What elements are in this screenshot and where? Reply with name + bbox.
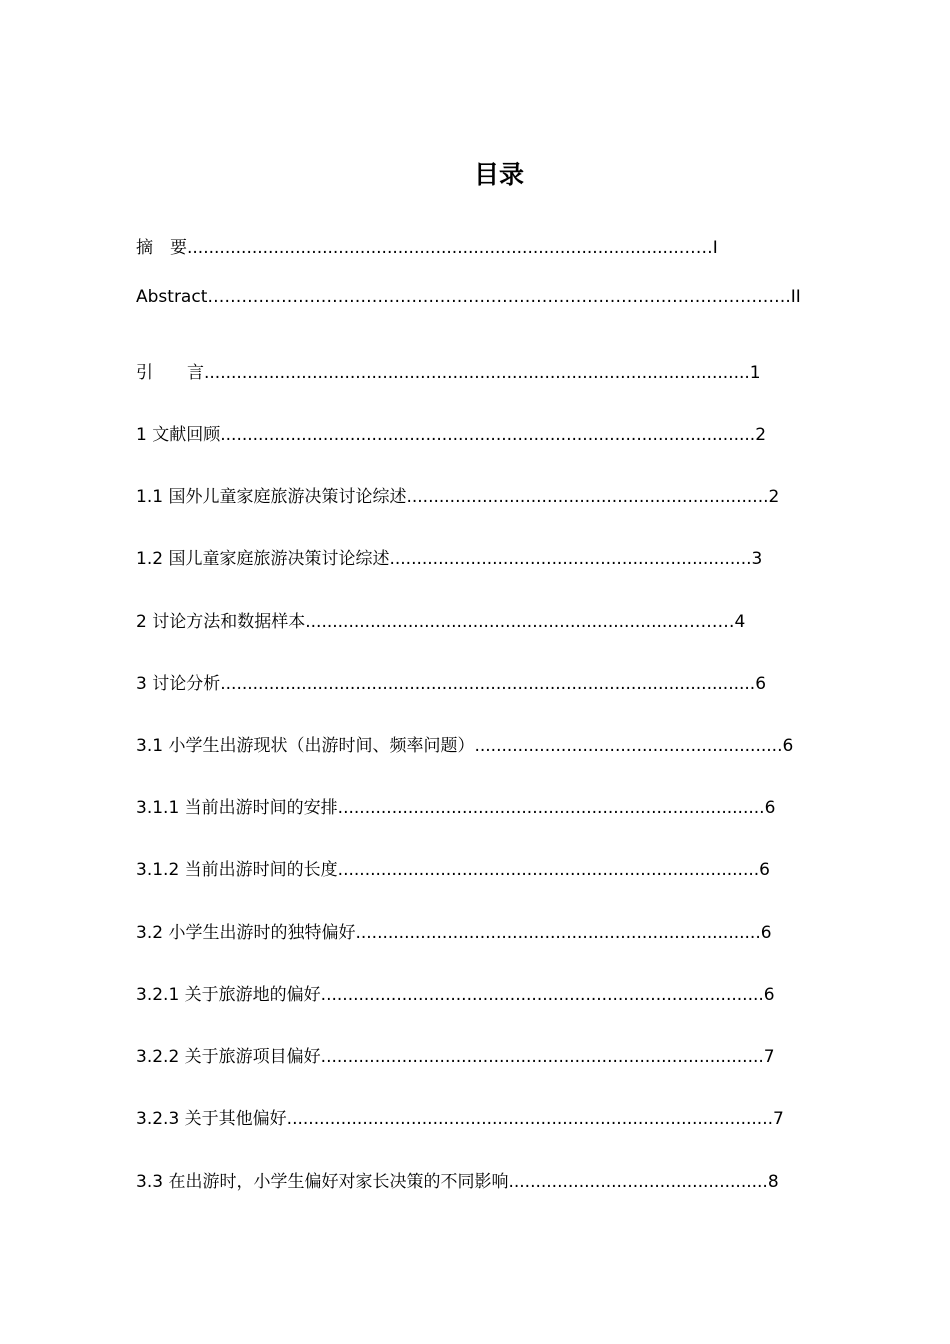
toc-page-number: 7: [773, 1109, 784, 1129]
toc-leader-dots: ...........................................................................................……: [187, 238, 713, 258]
toc-leader-dots: ...................................................................: [406, 487, 769, 507]
toc-page-number: 1: [749, 363, 761, 383]
toc-entry-abstract-en[interactable]: [136, 284, 836, 310]
toc-leader-dots: ......................................................................………: [305, 612, 735, 632]
toc-leader-dots: ..........................................................................................: [286, 1109, 774, 1129]
toc-leader-dots: ..................................................................................: [320, 985, 764, 1005]
toc-leader-dots: ...................................................................................................: [220, 425, 756, 445]
toc-leader-dots: .....................................................................................................: [204, 363, 750, 383]
toc-page-number: 6: [763, 985, 775, 1005]
toc-leader-dots: .........................................................: [474, 736, 783, 756]
toc-entry-1-1[interactable]: [136, 484, 779, 510]
toc-entry-text: 引 言: [136, 363, 204, 383]
toc-leader-dots: ..................................................................................: [320, 1047, 764, 1067]
toc-entry-1-2[interactable]: [136, 546, 762, 572]
toc-leader-dots: ...................................................................................................: [220, 674, 756, 694]
toc-page-number: 6: [782, 736, 794, 756]
toc-entry-text: 3.2.3 关于其他偏好: [136, 1109, 287, 1129]
toc-page-number: 4: [734, 612, 746, 632]
toc-entry-text: 3.1.2 当前出游时间的长度: [136, 860, 338, 880]
toc-leader-dots: ................................................: [508, 1172, 768, 1192]
toc-page-number: 2: [755, 425, 767, 445]
toc-leader-dots: ...................................................................: [389, 549, 752, 569]
toc-entry-text: 3.2 小学生出游时的独特偏好: [136, 923, 356, 943]
toc-entry-text: 3.3 在出游时，小学生偏好对家长决策的不同影响: [136, 1172, 509, 1192]
toc-entry-introduction[interactable]: [136, 360, 761, 386]
toc-entry-text: 3.1 小学生出游现状（出游时间、频率问题）: [136, 736, 475, 756]
toc-entry-3-2-1[interactable]: [136, 982, 775, 1008]
page-title: 目录: [473, 160, 524, 189]
toc-page-number: 7: [763, 1047, 775, 1067]
toc-page-number: 6: [764, 798, 776, 818]
toc-entry-3-2[interactable]: [136, 920, 772, 946]
toc-entry-3-1[interactable]: [136, 733, 793, 759]
toc-entry-text: 3.1.1 当前出游时间的安排: [136, 798, 338, 818]
toc-page-number: 6: [760, 923, 772, 943]
toc-entry-3-1-2[interactable]: [136, 857, 770, 883]
toc-leader-dots: ………………………………………………………………………………………….: [207, 287, 791, 307]
toc-page-number: 6: [755, 674, 767, 694]
toc-entry-abstract-cn[interactable]: [136, 235, 718, 261]
toc-leader-dots: ..............................................................................: [337, 860, 760, 880]
toc-entry-text: 3.2.2 关于旅游项目偏好: [136, 1047, 321, 1067]
toc-entry-3-1-1[interactable]: [136, 795, 775, 821]
toc-entry-2[interactable]: [136, 609, 745, 635]
toc-entry-text: 1.2 国儿童家庭旅游决策讨论综述: [136, 549, 390, 569]
toc-page-number: 8: [767, 1172, 779, 1192]
toc-entry-text: 1 文献回顾: [136, 425, 221, 445]
toc-entry-text: 1.1 国外儿童家庭旅游决策讨论综述: [136, 487, 407, 507]
toc-entry-3[interactable]: [136, 671, 766, 697]
toc-leader-dots: ...........................................................................: [355, 923, 761, 943]
toc-entry-text: 3.2.1 关于旅游地的偏好: [136, 985, 321, 1005]
toc-page-number: I: [712, 238, 718, 258]
toc-page-number: II: [790, 287, 801, 307]
toc-entry-text: 3 讨论分析: [136, 674, 221, 694]
toc-entry-text: 摘 要: [136, 238, 187, 258]
toc-entry-3-2-3[interactable]: [136, 1106, 784, 1132]
toc-entry-1[interactable]: [136, 422, 766, 448]
toc-entry-3-2-2[interactable]: [136, 1044, 775, 1070]
toc-entry-text: Abstract: [136, 287, 208, 307]
toc-page-number: 6: [759, 860, 770, 880]
toc-entry-text: 2 讨论方法和数据样本: [136, 612, 306, 632]
toc-leader-dots: ...............................................................................: [337, 798, 765, 818]
toc-entry-3-3[interactable]: [136, 1169, 779, 1195]
toc-page-number: 2: [768, 487, 780, 507]
toc-page-number: 3: [751, 549, 763, 569]
